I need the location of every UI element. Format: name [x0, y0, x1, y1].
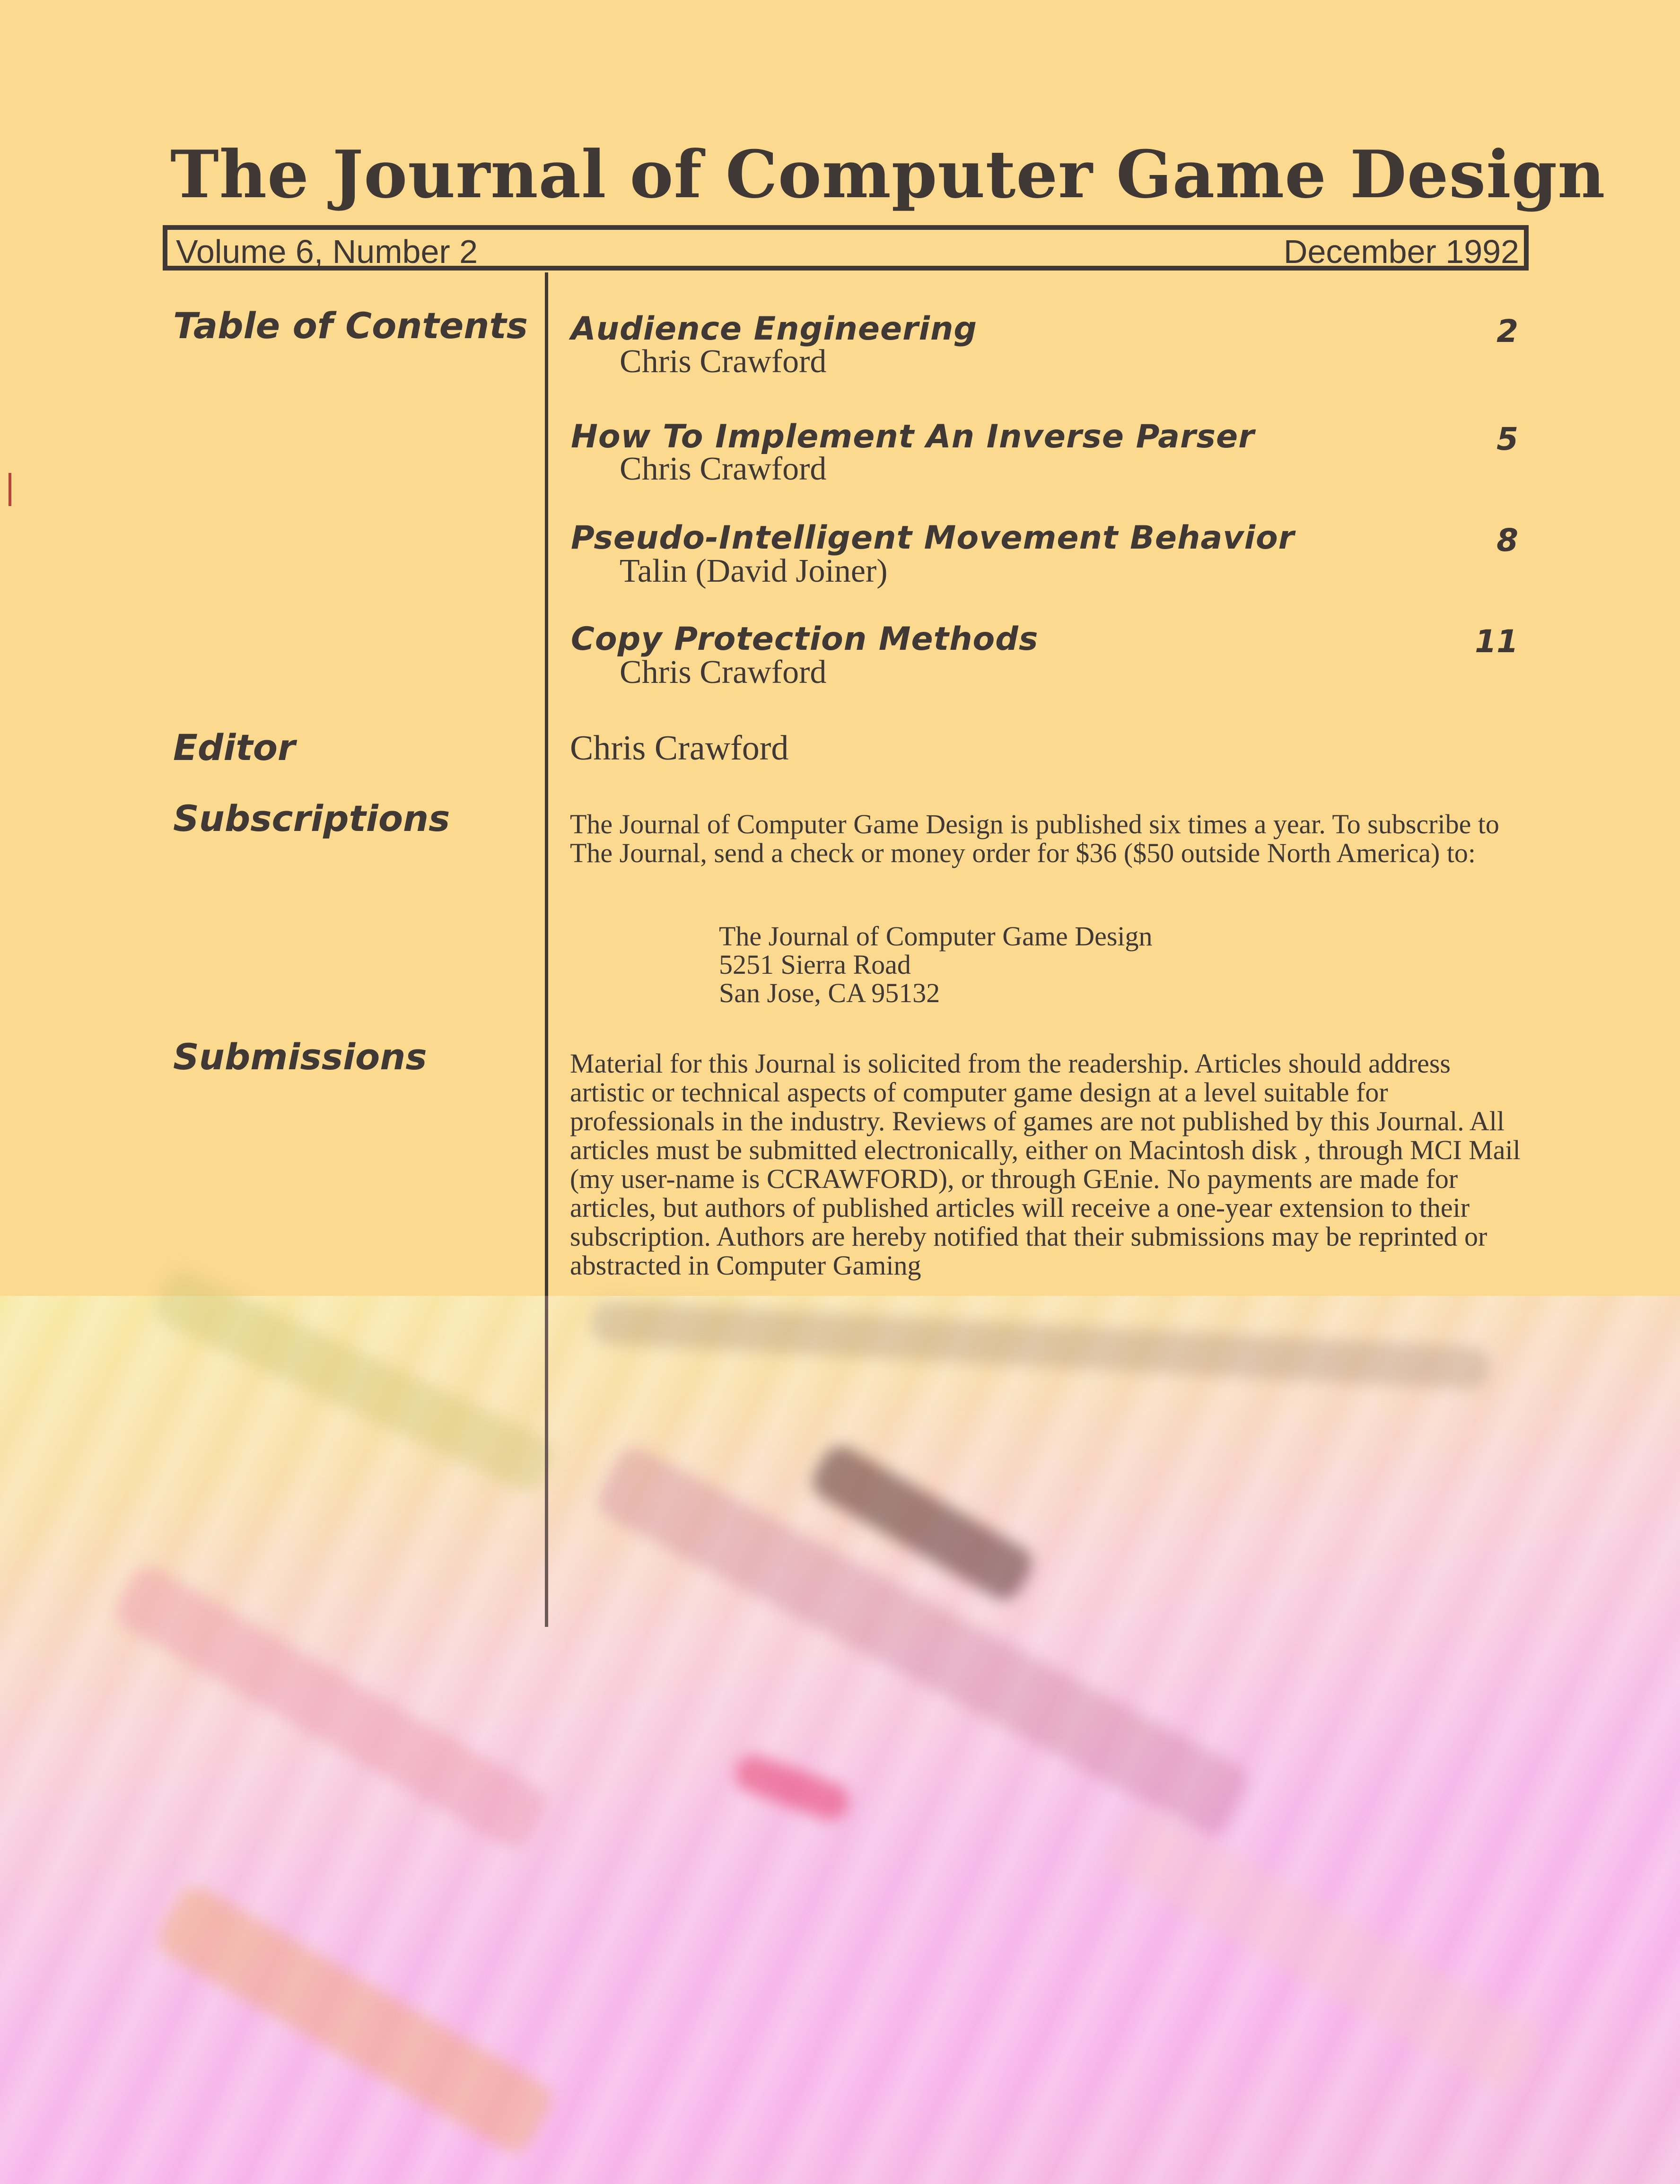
address-line: San Jose, CA 95132 — [719, 978, 940, 1008]
toc-entry-title[interactable]: How To Implement An Inverse Parser — [571, 418, 1255, 455]
toc-entry-author: Talin (David Joiner) — [620, 553, 888, 589]
journal-title: The Journal of Computer Game Design — [170, 136, 1606, 213]
submissions-text: Material for this Journal is solicited from the readership. Articles should address artistic or technical aspects of computer game design at a level suitable for professionals in the industry. Reviews of games are not published by this Journal. All articles must be submitted electronically, either on Macintosh disk , through MCI Mail (my user-name is CCRAWFORD), or through GEnie. No payments are made for articles, but authors of published articles will receive a one-year extension to their subscription. Authors are hereby notified that their submissions may be reprinted or abstracted in Computer Gaming — [570, 1049, 1521, 1281]
address-line: The Journal of Computer Game Design — [719, 921, 1153, 952]
glitch-smear — [151, 1880, 558, 2159]
subscriptions-text: The Journal of Computer Game Design is published six times a year. To subscribe to The Journal, send a check or money order for $36 ($50 outside North America) to: — [570, 809, 1499, 868]
toc-entry-author: Chris Crawford — [620, 654, 827, 690]
subscriptions-label: Subscriptions — [173, 797, 450, 839]
address-line: 5251 Sierra Road — [719, 949, 911, 980]
glitch-smear — [1101, 1798, 1548, 2100]
toc-entry-title[interactable]: Pseudo-Intelligent Movement Behavior — [571, 519, 1295, 557]
glitch-smear — [730, 1750, 854, 1826]
toc-entry-page: 8 — [1496, 522, 1518, 559]
toc-entry-author: Chris Crawford — [620, 451, 827, 487]
submissions-label: Submissions — [173, 1036, 427, 1078]
issue-date: December 1992 — [1283, 233, 1519, 270]
toc-entry-page: 11 — [1475, 623, 1518, 660]
corrupted-image-region — [0, 1296, 1680, 2184]
glitch-smear — [150, 1265, 560, 1496]
toc-entry-author: Chris Crawford — [620, 343, 827, 380]
glitch-smear — [591, 1301, 1490, 1390]
volume-banner — [163, 225, 1529, 271]
toc-entry-title[interactable]: Audience Engineering — [571, 310, 978, 348]
toc-label: Table of Contents — [173, 305, 528, 347]
editor-label: Editor — [173, 726, 296, 769]
editor-name: Chris Crawford — [570, 729, 789, 768]
glitch-smear — [110, 1560, 552, 1854]
toc-entry-page: 2 — [1496, 313, 1518, 349]
divider-remnant — [545, 1296, 548, 1627]
volume-number: Volume 6, Number 2 — [176, 233, 478, 270]
scan-speck — [9, 473, 11, 506]
toc-entry-page: 5 — [1496, 421, 1518, 457]
toc-entry-title[interactable]: Copy Protection Methods — [571, 620, 1039, 658]
mailing-address — [719, 922, 1153, 1007]
